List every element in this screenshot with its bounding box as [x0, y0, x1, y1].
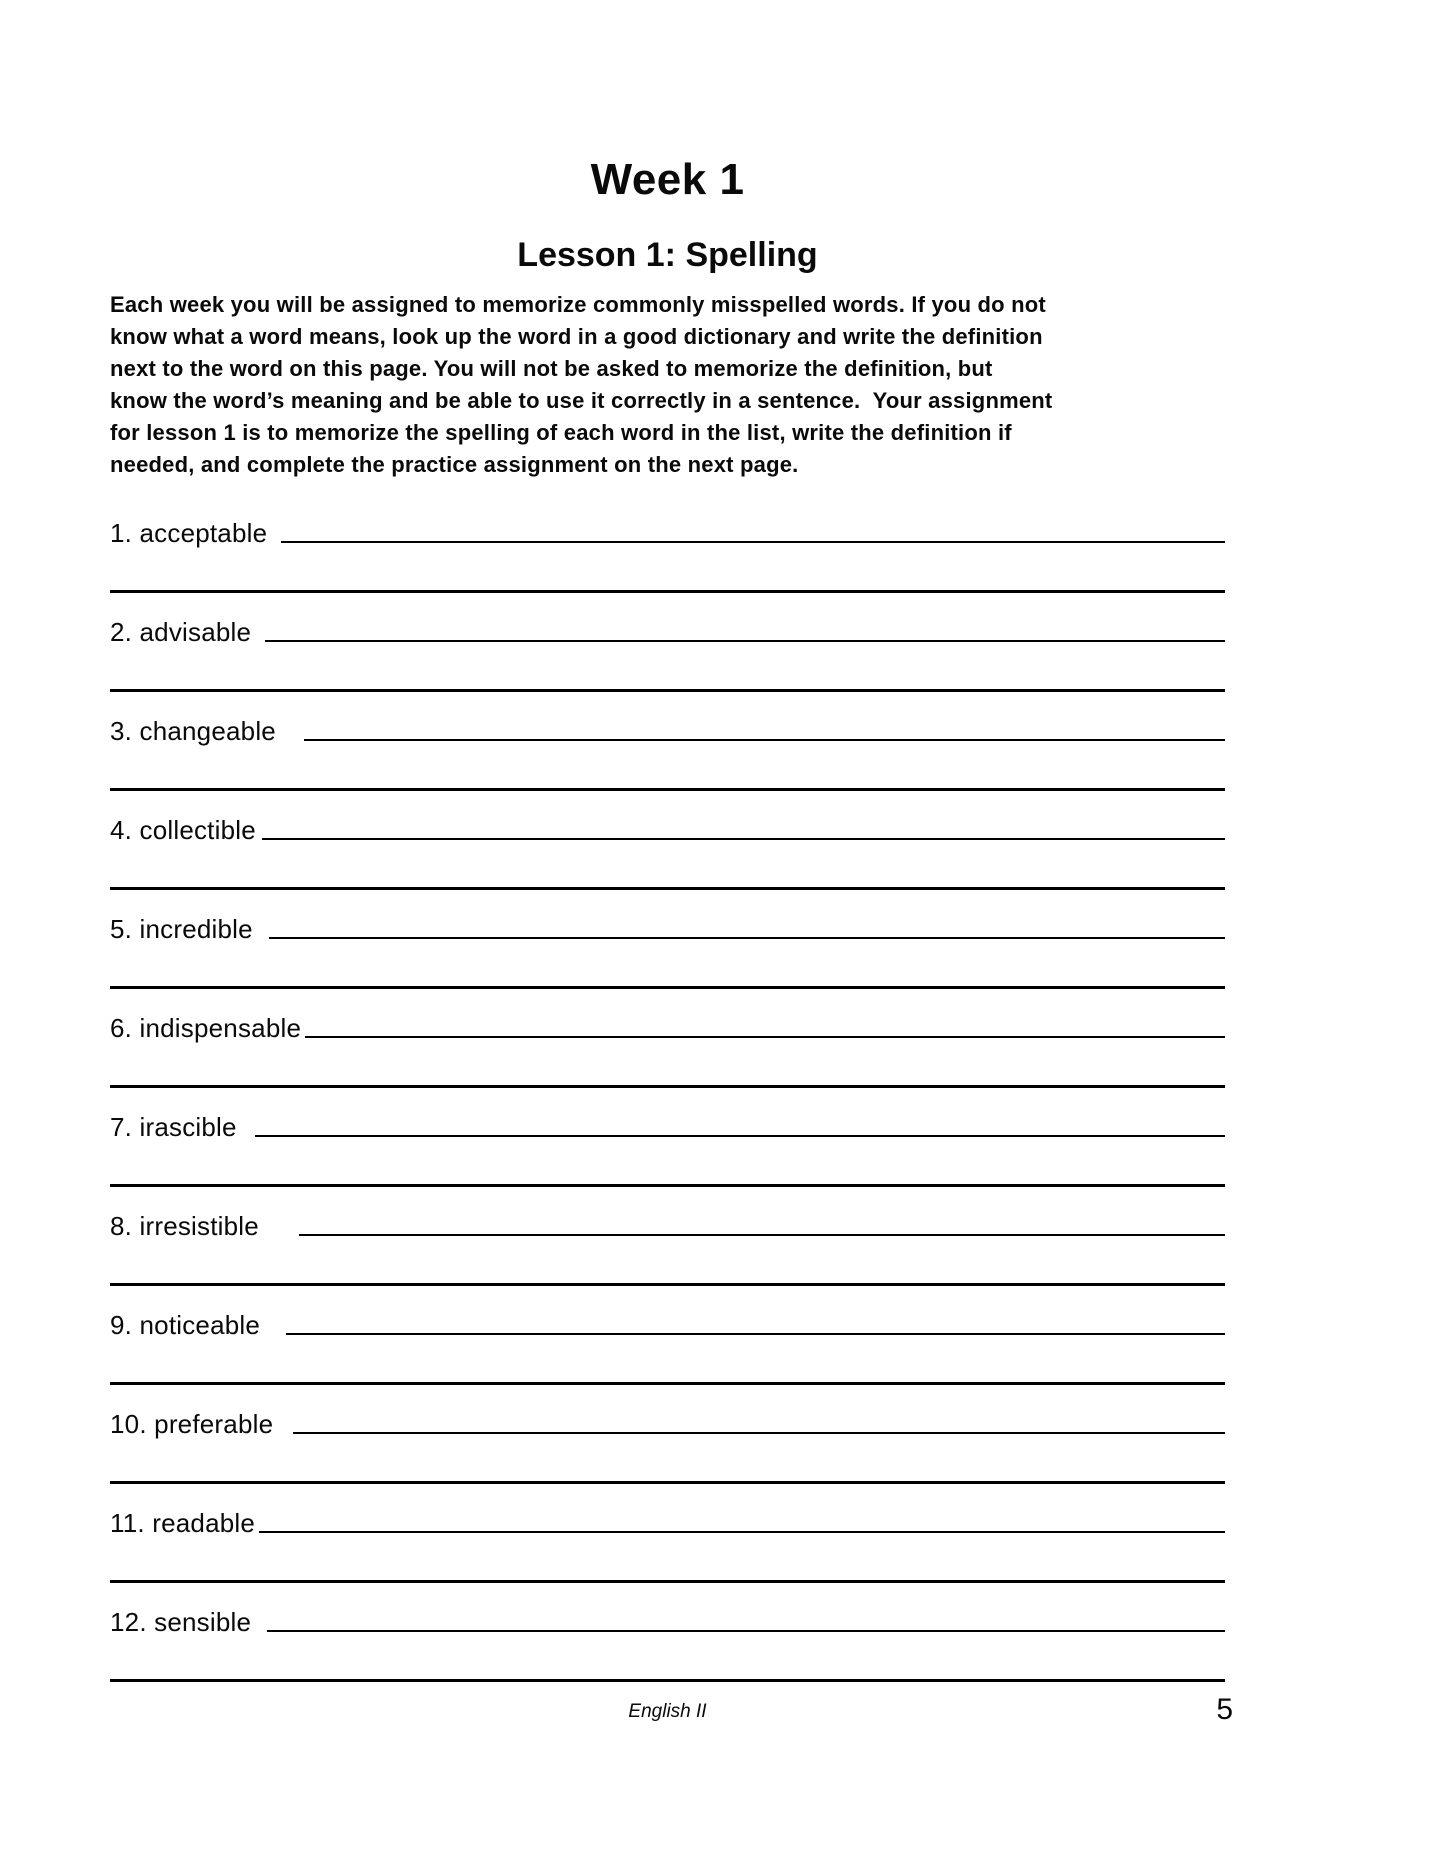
definition-continuation-line: [110, 1382, 1225, 1385]
definition-line: [269, 937, 1225, 939]
list-item-row: [110, 1397, 1225, 1437]
list-item-word: 6. indispensable: [110, 1012, 302, 1043]
list-item-word: 2. advisable: [110, 616, 252, 647]
definition-line: [281, 541, 1225, 543]
list-item-row: [110, 1001, 1225, 1041]
list-item-word: 8. irresistible: [110, 1210, 259, 1241]
list-item-row: [110, 605, 1225, 645]
list-item-row: [110, 1496, 1225, 1536]
intro-paragraph: [110, 289, 1225, 481]
list-item-word: 5. incredible: [110, 913, 253, 944]
list-item-word: 12. sensible: [110, 1606, 252, 1637]
definition-line: [293, 1432, 1225, 1434]
intro-line: needed, and complete the practice assignment on the next page.: [110, 451, 799, 477]
definition-continuation-line: [110, 590, 1225, 593]
definition-continuation-line: [110, 1580, 1225, 1583]
list-item-row: [110, 704, 1225, 744]
list-item-row: [110, 803, 1225, 843]
definition-continuation-line: [110, 1184, 1225, 1187]
list-item-row: [110, 1100, 1225, 1140]
intro-line: for lesson 1 is to memorize the spelling of each word in the list, write the definition if: [110, 419, 1012, 445]
list-item: [110, 506, 1225, 593]
list-item-row: [110, 1595, 1225, 1635]
page-footer: [110, 1692, 1233, 1741]
list-item: [110, 803, 1225, 890]
list-item-word: 10. preferable: [110, 1408, 274, 1439]
list-item-word: 7. irascible: [110, 1111, 237, 1142]
definition-line: [286, 1333, 1225, 1335]
intro-line: next to the word on this page. You will not be asked to memorize the definition, but: [110, 355, 993, 381]
list-item: [110, 902, 1225, 989]
list-item: [110, 1001, 1225, 1088]
footer-course-label: English II: [628, 1700, 707, 1722]
list-item-row: [110, 902, 1225, 942]
list-item-row: [110, 1199, 1225, 1239]
definition-line: [255, 1135, 1225, 1137]
intro-line: know the word’s meaning and be able to use it correctly in a sentence. Your assignment: [110, 387, 1053, 413]
definition-continuation-line: [110, 986, 1225, 989]
list-item: [110, 704, 1225, 791]
definition-continuation-line: [110, 887, 1225, 890]
list-item: [110, 1595, 1225, 1682]
definition-line: [304, 739, 1225, 741]
spelling-word-list: [110, 506, 1225, 1682]
page-title: Week 1: [590, 155, 745, 204]
definition-continuation-line: [110, 1679, 1225, 1682]
definition-line: [262, 838, 1225, 840]
list-item: [110, 1199, 1225, 1286]
list-item-row: [110, 1298, 1225, 1338]
list-item: [110, 1298, 1225, 1385]
list-item-word: 1. acceptable: [110, 517, 268, 548]
list-item: [110, 1496, 1225, 1583]
definition-line: [299, 1234, 1225, 1236]
definition-continuation-line: [110, 1283, 1225, 1286]
list-item: [110, 1100, 1225, 1187]
list-item-word: 3. changeable: [110, 715, 276, 746]
list-item-word: 11. readable: [110, 1507, 256, 1538]
definition-continuation-line: [110, 1085, 1225, 1088]
list-item: [110, 605, 1225, 692]
list-item-word: 4. collectible: [110, 814, 256, 845]
definition-continuation-line: [110, 788, 1225, 791]
worksheet-page: [110, 0, 1233, 1741]
intro-line: know what a word means, look up the word in a good dictionary and write the definition: [110, 323, 1043, 349]
definition-line: [267, 1630, 1225, 1632]
definition-continuation-line: [110, 689, 1225, 692]
definition-line: [259, 1531, 1225, 1533]
page-number: 5: [1216, 1692, 1233, 1726]
list-item-row: [110, 506, 1225, 546]
list-item-word: 9. noticeable: [110, 1309, 261, 1340]
lesson-subtitle: Lesson 1: Spelling: [517, 235, 818, 274]
intro-line: Each week you will be assigned to memorize commonly misspelled words. If you do not: [110, 291, 1046, 317]
definition-line: [305, 1036, 1225, 1038]
definition-line: [265, 640, 1225, 642]
list-item: [110, 1397, 1225, 1484]
definition-continuation-line: [110, 1481, 1225, 1484]
